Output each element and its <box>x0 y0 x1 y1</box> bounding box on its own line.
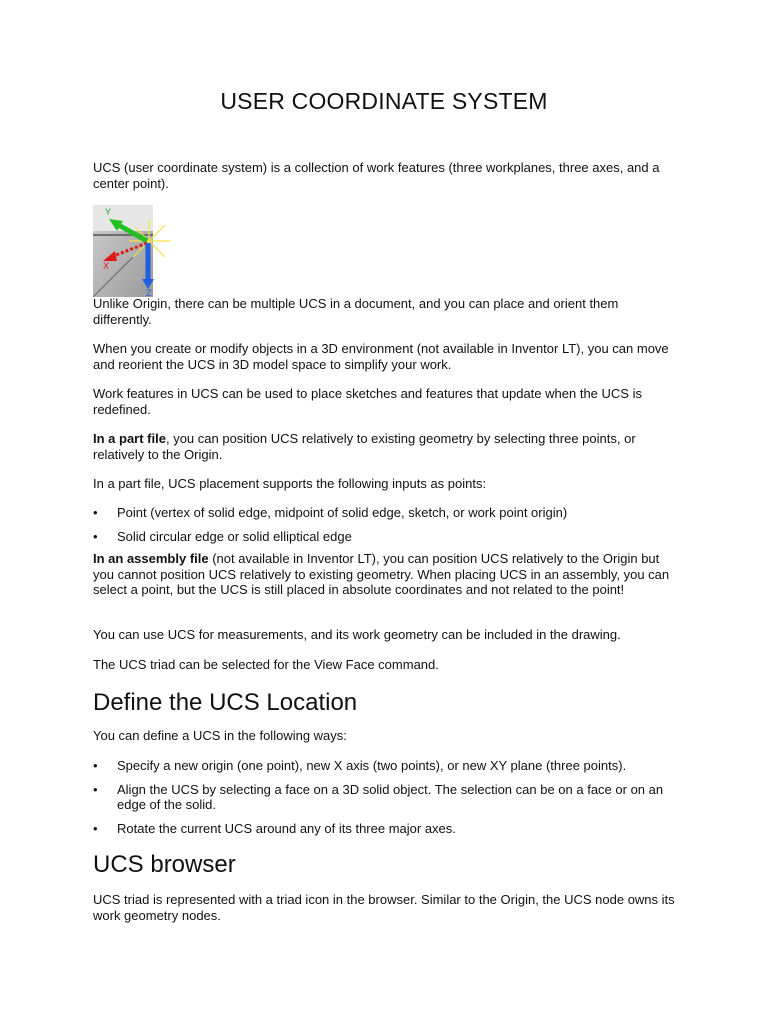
measurements-paragraph: You can use UCS for measurements, and its work geometry can be included in the drawing. <box>93 627 621 642</box>
part-file-paragraph <box>93 431 678 462</box>
placement-list <box>93 505 678 544</box>
assembly-file-paragraph <box>93 551 678 598</box>
ucs-browser-heading: UCS browser <box>93 851 236 878</box>
y-axis-label: Y <box>105 207 112 217</box>
triad-paragraph: The UCS triad can be selected for the View Face command. <box>93 657 439 672</box>
list-item: • Point (vertex of solid edge, midpoint of solid edge, sketch, or work point origin) <box>93 505 568 520</box>
work-features-paragraph: Work features in UCS can be used to place sketches and features that update when the UCS is redefined. <box>93 386 642 417</box>
intro-paragraph: UCS (user coordinate system) is a collection of work features (three workplanes, three axes, and a center point). <box>93 160 660 191</box>
assembly-file-text: (not available in Inventor LT), you can position UCS relatively to the Origin but you cannot position UCS relatively to existing geometry. When placing UCS in an assembly, you can select a point, but the UCS is still placed in absolute coordinates and not related to the point! <box>93 551 670 597</box>
list-item: • Solid circular edge or solid elliptical edge <box>93 528 352 544</box>
define-location-heading: Define the UCS Location <box>93 689 358 716</box>
part-file-label: In a part file <box>93 431 166 446</box>
ucs-browser-paragraph: UCS triad is represented with a triad icon in the browser. Similar to the Origin, the UCS node owns its work geometry nodes. <box>93 892 675 923</box>
document-title: USER COORDINATE SYSTEM <box>220 88 548 114</box>
create-modify-paragraph: When you create or modify objects in a 3D environment (not available in Inventor LT), you can move and reorient the UCS in 3D model space to simplify your work. <box>93 341 669 372</box>
list-item: • Align the UCS by selecting a face on a 3D solid object. The selection can be on a face or on an edge of the solid. <box>93 781 664 812</box>
define-intro-paragraph: You can define a UCS in the following ways: <box>93 728 347 743</box>
z-axis-label: Z <box>146 288 152 297</box>
ucs-triad-figure <box>93 205 181 297</box>
unlike-origin-paragraph: Unlike Origin, there can be multiple UCS in a document, and you can place and orient them differently. <box>93 296 619 327</box>
define-list <box>93 758 678 836</box>
part-file-text: , you can position UCS relatively to existing geometry by selecting three points, or relatively to the Origin. <box>93 431 636 462</box>
assembly-file-label: In an assembly file <box>93 551 209 566</box>
list-item: • Rotate the current UCS around any of its three major axes. <box>93 820 456 836</box>
placement-paragraph: In a part file, UCS placement supports the following inputs as points: <box>93 476 487 491</box>
ucs-triad-icon <box>93 205 181 297</box>
x-axis-label: X <box>103 261 110 271</box>
list-item: • Specify a new origin (one point), new X axis (two points), or new XY plane (three points). <box>93 758 627 773</box>
